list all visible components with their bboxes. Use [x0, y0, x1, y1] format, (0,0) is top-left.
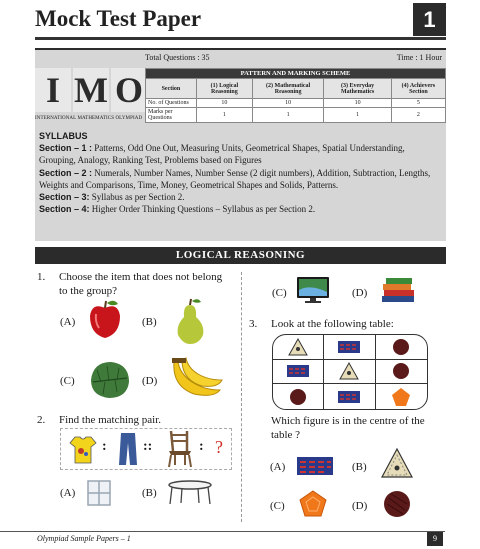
scheme-header: (1) Logical Reasoning	[196, 79, 252, 99]
column-divider	[241, 272, 242, 522]
question-text: Look at the following table:	[271, 318, 394, 330]
question-text: Find the matching pair.	[59, 414, 162, 426]
scheme-cell: 5	[391, 99, 445, 108]
scheme-header: (2) Mathematical Reasoning	[252, 79, 323, 99]
page-title: Mock Test Paper	[35, 6, 202, 31]
tshirt-icon	[67, 433, 99, 465]
section-label: Section – 3:	[39, 192, 90, 203]
panel-topline	[35, 50, 446, 66]
scheme-cell: 1	[252, 108, 323, 123]
option-label: (A)	[270, 461, 286, 473]
figure-table	[272, 334, 428, 410]
scheme-cell: Marks per Questions	[146, 108, 197, 123]
syllabus-section-1	[39, 142, 443, 166]
monitor-icon	[296, 276, 330, 304]
circle-icon	[289, 388, 307, 406]
info-panel	[35, 48, 446, 241]
question-mark: ?	[215, 437, 223, 457]
scheme-cell: No. of Questions	[146, 99, 197, 108]
rectangle-icon	[337, 390, 361, 404]
option-label: (D)	[142, 375, 158, 387]
pentagon-icon	[391, 387, 411, 407]
scheme-banner: PATTERN AND MARKING SCHEME	[146, 69, 446, 79]
scheme-cell: 10	[324, 99, 391, 108]
option-label: (B)	[352, 461, 367, 473]
proportion-symbol: ::	[143, 439, 153, 454]
chapter-number-badge: 1	[413, 3, 446, 36]
table-cell	[376, 384, 427, 409]
rectangle-icon	[296, 456, 334, 476]
scheme-header: (4) Achievers Section	[391, 79, 445, 99]
option-label: (C)	[272, 287, 287, 299]
logo-letter-i: I	[35, 68, 71, 112]
section-label: Section – 2 :	[39, 167, 93, 178]
scheme-cell: 10	[196, 99, 252, 108]
table-cell	[324, 384, 375, 409]
scheme-cell: 1	[196, 108, 252, 123]
table-cell	[376, 360, 427, 385]
table-cell	[324, 360, 375, 385]
circle-icon	[383, 490, 411, 518]
table-row	[146, 108, 446, 123]
section-text: Syllabus as per Section 2.	[89, 192, 185, 203]
option-label: (C)	[60, 375, 75, 387]
pear-icon	[173, 297, 207, 345]
apple-icon	[86, 298, 124, 340]
question-text: Which figure is in the centre of the table ?	[271, 415, 425, 441]
table-icon	[166, 479, 214, 505]
marking-scheme-table	[145, 68, 446, 123]
pentagon-icon	[298, 489, 328, 519]
circle-icon	[392, 362, 410, 380]
section-text: Patterns, Odd One Out, Measuring Units, Geometrical Shapes, Spatial Understanding, Grouping, Analogy, Ranking Test, Problems based on Figures	[39, 143, 405, 166]
footer-rule	[0, 531, 445, 532]
option-label: (D)	[352, 287, 368, 299]
option-label: (C)	[270, 500, 285, 512]
logo-letter-o: O	[111, 68, 147, 112]
table-cell	[273, 335, 324, 360]
triangle-icon	[287, 337, 309, 357]
question-text: Choose the item that does not belong to the group?	[59, 271, 223, 297]
banana-icon	[168, 356, 224, 402]
syllabus-section-4	[39, 203, 443, 215]
option-label: (D)	[352, 500, 368, 512]
question-number: 2.	[37, 414, 46, 426]
option-label: (A)	[60, 487, 76, 499]
question-number: 1.	[37, 271, 46, 283]
matching-pair-strip	[60, 428, 232, 470]
logo-letter-m: M	[74, 70, 108, 110]
window-icon	[86, 479, 112, 507]
footer-text: Olympiad Sample Papers – 1	[37, 534, 131, 543]
table-cell	[324, 335, 375, 360]
leaf-icon	[85, 358, 133, 402]
syllabus-section-3	[39, 191, 443, 203]
ratio-symbol: :	[102, 439, 107, 454]
logo-caption: INTERNATIONAL MATHEMATICS OLYMPIAD	[35, 116, 143, 121]
section-label: Section – 1 :	[39, 143, 93, 154]
syllabus-section-2	[39, 167, 443, 191]
title-rule	[35, 37, 446, 40]
section-text: Higher Order Thinking Questions – Syllabus as per Section 2.	[89, 204, 316, 215]
table-row	[146, 99, 446, 108]
syllabus	[39, 130, 443, 215]
triangle-icon	[338, 361, 360, 381]
option-label: (A)	[60, 316, 76, 328]
table-cell	[273, 360, 324, 385]
books-icon	[380, 276, 416, 304]
table-cell	[376, 335, 427, 360]
chair-icon	[163, 429, 195, 469]
section-text: Numerals, Number Names, Number Sense (2 digit numbers), Addition, Subtraction, Lengths, Weights and Comparisons, Time, Money, Geometrical Shapes and Solids, Patterns.	[39, 167, 431, 190]
section-title-bar: LOGICAL REASONING	[35, 247, 446, 264]
imo-logo	[35, 68, 147, 130]
triangle-icon	[380, 447, 414, 479]
scheme-cell: 10	[252, 99, 323, 108]
section-label: Section – 4:	[39, 204, 90, 215]
ratio-symbol: :	[199, 439, 204, 454]
jeans-icon	[117, 431, 139, 467]
option-label: (B)	[142, 316, 157, 328]
page-number: 9	[427, 532, 443, 546]
rectangle-icon	[337, 340, 361, 354]
syllabus-heading: SYLLABUS	[39, 131, 88, 141]
rectangle-icon	[286, 364, 310, 378]
question-number: 3.	[249, 318, 258, 330]
scheme-cell: 1	[324, 108, 391, 123]
time-limit: Time : 1 Hour	[396, 53, 442, 62]
option-label: (B)	[142, 487, 157, 499]
scheme-header: (3) Everyday Mathematics	[324, 79, 391, 99]
table-cell	[273, 384, 324, 409]
scheme-header: Section	[146, 79, 197, 99]
scheme-cell: 2	[391, 108, 445, 123]
total-questions: Total Questions : 35	[145, 53, 210, 62]
circle-icon	[392, 338, 410, 356]
